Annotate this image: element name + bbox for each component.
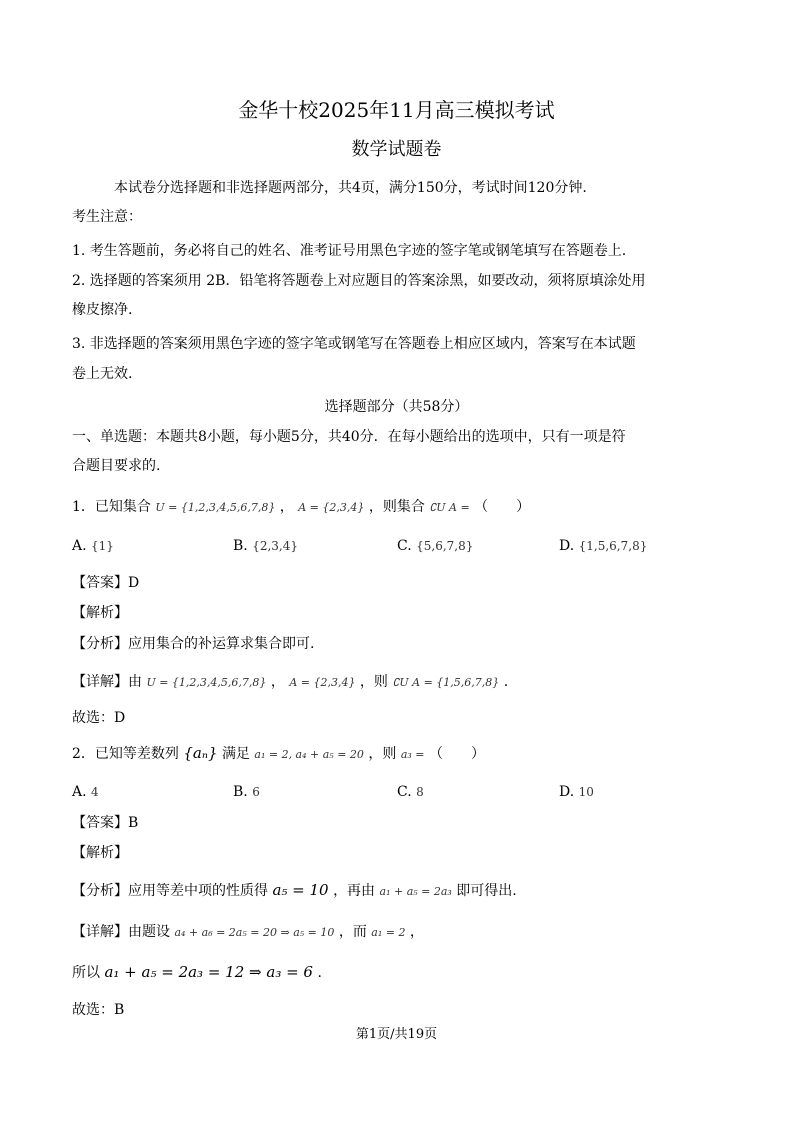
notice-title: 考生注意： xyxy=(72,209,142,225)
intro-text: 本试卷分选择题和非选择题两部分，共4页，满分150分，考试时间120分钟. xyxy=(114,180,587,196)
section-title: 选择题部分（共58分） xyxy=(324,399,469,415)
exam-subtitle: 数学试题卷 xyxy=(351,139,442,160)
notice-2-cont: 橡皮擦净. xyxy=(72,302,133,318)
notice-3-cont: 卷上无效. xyxy=(72,366,133,382)
q1-stem-suffix: ，则集合 xyxy=(368,499,425,515)
notice-2: 2. 选择题的答案须用 2B．铅笔将答题卷上对应题目的答案涂黑，如要改动，须将原填涂处用 xyxy=(72,273,646,289)
q1-option-b: B. {2,3,4} xyxy=(233,538,299,554)
q1-sep: ， xyxy=(279,499,294,515)
q2-option-b: B. 6 xyxy=(233,784,260,800)
notice-1: 1. 考生答题前，务必将自己的姓名、准考证号用黑色字迹的签字笔或钢笔填写在答题卷上. xyxy=(72,243,627,259)
q2-fenxi: 【分析】应用等差中项的性质得 a₅ = 10 ，再由 a₁ + a₅ = 2a₃ 即可得出. xyxy=(72,881,517,899)
q2-analysis-label: 【解析】 xyxy=(72,845,128,861)
q2-stem: 2．已知等差数列 {aₙ} 满足 a₁ = 2, a₄ + a₅ = 20 ，则 a₃ = （ ） xyxy=(72,744,485,762)
q1-option-d: D. {1,5,6,7,8} xyxy=(559,538,648,554)
q1-analysis-label: 【解析】 xyxy=(72,605,128,621)
exam-title: 金华十校2025年11月高三模拟考试 xyxy=(238,98,555,122)
q1-complement: ∁U A = xyxy=(429,501,470,514)
q1-option-c: C. {5,6,7,8} xyxy=(397,538,474,554)
q2-answer: 【答案】B xyxy=(72,815,139,831)
q1-detail: 【详解】由 U = {1,2,3,4,5,6,7,8} ， A = {2,3,4} ，则 ∁U A = {1,5,6,7,8} . xyxy=(72,674,509,690)
page-footer: 第1页/共19页 xyxy=(355,1027,438,1042)
notice-3: 3. 非选择题的答案须用黑色字迹的签字笔或钢笔写在答题卷上相应区域内，答案写在本试题 xyxy=(72,336,636,352)
q1-set-a: A = {2,3,4} xyxy=(298,501,365,514)
q1-answer: 【答案】D xyxy=(72,575,140,591)
q1-stem-prefix: 1．已知集合 xyxy=(72,499,151,515)
q2-so: 所以 a₁ + a₅ = 2a₃ = 12 ⇒ a₃ = 6 . xyxy=(72,963,322,981)
q1-choice: 故选：D xyxy=(72,710,126,726)
q1-set-u: U = {1,2,3,4,5,6,7,8} xyxy=(155,501,276,514)
q1-option-a: A. {1} xyxy=(72,538,114,554)
q2-option-d: D. 10 xyxy=(559,784,594,800)
q1-blank: （ ） xyxy=(474,499,531,515)
section-intro-2: 合题目要求的. xyxy=(72,458,161,474)
q2-choice: 故选：B xyxy=(72,1002,125,1018)
q2-option-a: A. 4 xyxy=(72,784,99,800)
q2-option-c: C. 8 xyxy=(397,784,424,800)
section-intro-1: 一、单选题：本题共8小题，每小题5分，共40分．在每小题给出的选项中，只有一项是符 xyxy=(72,429,626,445)
q2-seq: {aₙ} xyxy=(183,744,218,762)
q2-detail: 【详解】由题设 a₄ + a₆ = 2a₅ = 20 ⇒ a₅ = 10 ，而 a₁ = 2 ， xyxy=(72,924,424,940)
q1-stem xyxy=(72,497,530,518)
q1-fenxi: 【分析】应用集合的补运算求集合即可. xyxy=(72,636,315,652)
